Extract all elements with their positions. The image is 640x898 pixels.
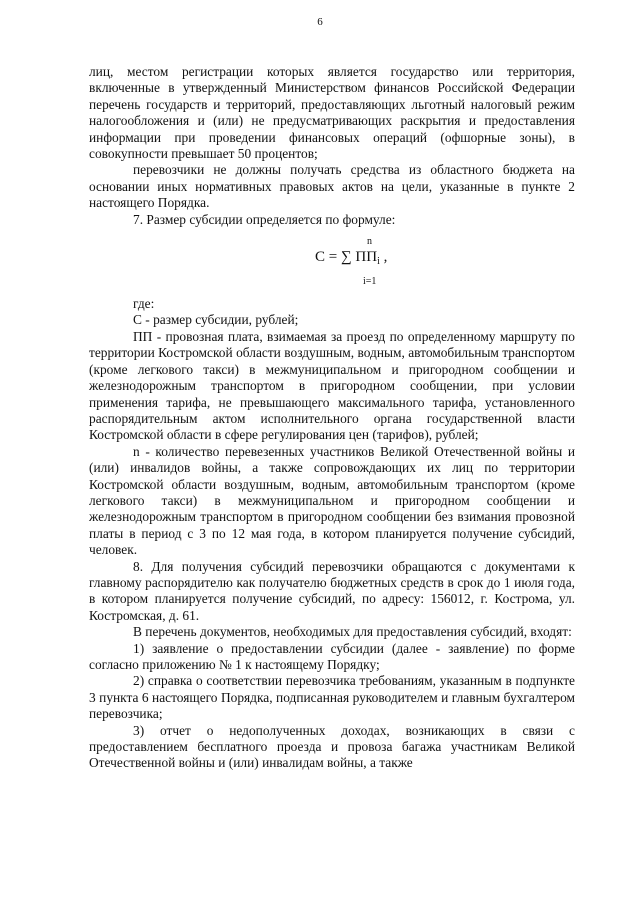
paragraph-list-item-1: 1) заявление о предоставлении субсидии (далее - заявление) по форме согласно приложению № 1 к настоящему Порядку; bbox=[89, 640, 575, 672]
subsidy-formula bbox=[89, 234, 575, 290]
paragraph-offshore-continuation: лиц, местом регистрации которых является государство или территория, включенные в утвержденный Министерством финансов Российской Федерации перечень государств и территорий, предоставляющих льготный налоговый режим налогообложения и (или) не предусматривающих раскрытия и предоставления информации при проведении финансовых операций (офшорные зоны), в совокупности превышает 50 процентов; bbox=[89, 64, 575, 162]
paragraph-list-item-3: 3) отчет о недополученных доходах, возникающих в связи с предоставлением бесплатного проезда и провоза багажа участникам Великой Отечественной войны и (или) инвалидам войны, а также bbox=[89, 722, 575, 771]
formula-upper-limit: n bbox=[367, 236, 372, 248]
paragraph-document-list: В перечень документов, необходимых для предоставления субсидий, входят: bbox=[133, 624, 572, 640]
document-body bbox=[89, 64, 575, 772]
paragraph-where: где: bbox=[133, 296, 155, 312]
formula-lower-limit: i=1 bbox=[363, 276, 377, 288]
paragraph-def-pp: ПП - провозная плата, взимаемая за проезд по определенному маршруту по территории Костромской области воздушным, водным, автомобильным транспортом (кроме легкового такси) в межмуниципальном и пригородном сообщении и железнодорожным транспортом в пригородном сообщении, при условии применения тарифа, не превышающего максимального тарифа, установленного распорядительным актом исполнительного органа государственной власти Костромской области в сфере регулирования цен (тарифов), рублей; bbox=[89, 328, 575, 443]
page-number: 6 bbox=[317, 16, 323, 28]
formula-subscript: i bbox=[377, 256, 380, 268]
paragraph-def-c: С - размер субсидии, рублей; bbox=[133, 312, 299, 328]
paragraph-list-item-2: 2) справка о соответствии перевозчика требованиям, указанным в подпункте 3 пункта 6 настоящего Порядка, подписанная руководителем и главным бухгалтером перевозчика; bbox=[89, 673, 575, 722]
paragraph-item-8: 8. Для получения субсидий перевозчики обращаются с документами к главному распорядителю как получателю бюджетных средств в срок до 1 июля года, в котором планируется получение субсидий, по адресу: 156012, г. Кострома, ул. Костромская, д. 61. bbox=[89, 558, 575, 623]
formula-tail: , bbox=[379, 249, 388, 266]
paragraph-item-7: 7. Размер субсидии определяется по формуле: bbox=[133, 211, 396, 227]
formula-expression bbox=[315, 249, 387, 270]
paragraph-other-acts: перевозчики не должны получать средства из областного бюджета на основании иных нормативных правовых актов на цели, указанные в пункте 2 настоящего Порядка. bbox=[89, 162, 575, 211]
paragraph-def-n: n - количество перевезенных участников Великой Отечественной войны и (или) инвалидов войны, а также сопровождающих их лиц по территории Костромской области воздушным, водным, автомобильным транспортом (кроме легкового такси) в межмуниципальном и пригородном сообщении и железнодорожным транспортом в пригородном сообщении без взимания провозной платы в период с 3 по 12 мая года, в котором планируется получение субсидий, человек. bbox=[89, 443, 575, 558]
formula-lhs: С = ∑ ПП bbox=[315, 249, 378, 266]
